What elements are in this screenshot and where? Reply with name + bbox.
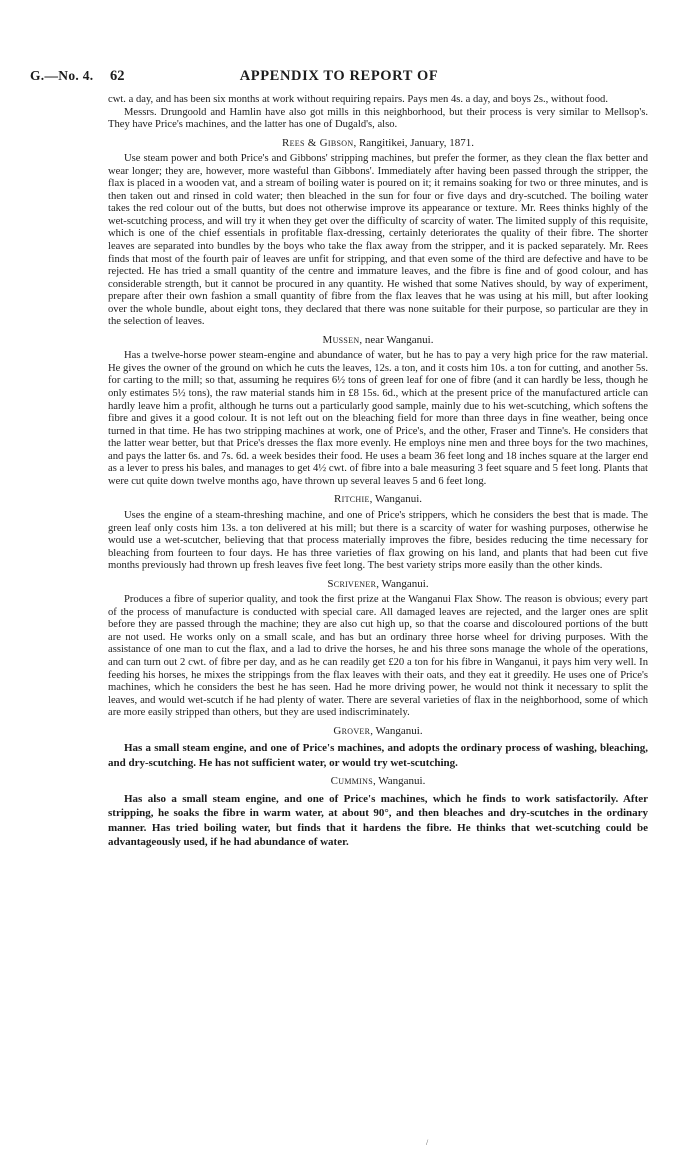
- section-heading: [108, 334, 648, 347]
- section-paragraph: Has a small steam engine, and one of Price's machines, and adopts the ordinary process of washing, bleaching, and dry-scutching. He has not sufficient water, or would try wet-scutching.: [108, 742, 648, 769]
- section-paragraph: Use steam power and both Price's and Gibbons' stripping machines, but prefer the former, as they clean the flax better and wear longer; they are, however, more wasteful than Gibbons'. Immediately after having been passed through the stripper, the flax is placed in a wooden vat, and a stream of boiling water is poured on it; it remains soaking for two or three minutes, and is then taken out and rinsed in cold water; then bleached in the sun for four or five days and dry-scutched. The boiling water takes the red colour out of the butts, but does not otherwise improve its appearance or texture. Mr. Rees thinks highly of the wet-scutching process, and will try it when they get over the difficulty of scarcity of water. The limited supply of this requisite, which is one of the chief essentials in profitable flax-dressing, certainly deteriorates the quality of their fibre. The shorter leaves are separated into bundles by the boys who take the flax away from the stripper, and it is packed separately. Mr. Rees finds that most of the fourth pair of leaves are unfit for stripping, and that even some of the third are defective and have to be rejected. He has tried a small quantity of the centre and immature leaves, and the fibre is fine and of good colour, and has considerable strength, but it cannot be procured in any quantity. He wished that some Natives should, by way of experiment, prepare after their own fashion a small quantity of fibre from the flax leaves that he was using at his mill, but after looking over the whole bundle, about eight tons, they declared that there was none suitable for their purpose, so particular are they in the selection of leaves.: [108, 153, 648, 328]
- section-name: Rees & Gibson: [281, 136, 354, 149]
- page-header: [30, 68, 648, 88]
- section-name: Scrivener: [327, 577, 377, 590]
- section-place: , Wanganui.: [372, 775, 426, 788]
- intro-paragraph: cwt. a day, and has been six months at work without requiring repairs. Pays men 4s. a day, and boys 2s., without food.: [108, 94, 608, 105]
- section-name: Ritchie: [333, 493, 370, 506]
- section-place: , Wanganui.: [370, 724, 423, 737]
- section-heading: [108, 137, 648, 150]
- section-paragraph: Has also a small steam engine, and one of Price's machines, which he finds to work satisfactorily. After stripping, he soaks the fibre in warm water, at about 90°, and then bleaches and dry-scutches in the ordinary manner. Has tried boiling water, but finds that it hardens the fibre. He thinks that wet-scutching could be advantageously used, if he had abundance of water.: [108, 792, 648, 849]
- intro-paragraph: Messrs. Drungoold and Hamlin have also got mills in this neighborhood, but their process is very similar to Mellsop's. They have Price's machines, and the latter has one of Dugald's, also.: [108, 106, 648, 131]
- page-number: 62: [110, 68, 125, 84]
- section-paragraph: Produces a fibre of superior quality, and took the first prize at the Wanganui Flax Show. The reason is obvious; every part of the process of manufacture is conducted with special care. All damaged leaves are rejected, and the larger ones are split before they are passed through the machine; they are also cut high up, so that the coarse and discoloured portions of the butt are not used. He works only on a small scale, and has but an ordinary three horse wheel for driving purposes. With the assistance of one man to cut the flax, and a lad to drive the horses, he and his three sons manage the whole of the operations, and can turn out 2 cwt. of fibre per day, and as he can readily get £20 a ton for his fibre in Wanganui, it pays him very well. In feeding his horses, he mixes the strippings from the flax leaves with their oats, and they eat it greedily. He uses one of Price's machines, which he considers the best he has seen. Had he more driving power, he would not think it necessary to split the leaves, and would wet-scutch if he had plenty of water. There are several varieties of flax in the neighborhood, some of which are more easily stripped than others, but they are used indiscriminately.: [108, 594, 648, 719]
- footer-mark: /: [426, 1138, 429, 1147]
- section-name: Mussen: [322, 333, 360, 346]
- section-place: , near Wanganui.: [359, 333, 434, 346]
- section-place: , Wanganui.: [369, 493, 423, 506]
- section-heading: [108, 775, 648, 788]
- section-heading: [108, 578, 648, 591]
- body-text: [108, 94, 648, 850]
- section-heading: [108, 725, 648, 738]
- section-place: , Wanganui.: [376, 577, 429, 590]
- section-place: , Rangitikei, January, 1871.: [353, 136, 475, 149]
- section-paragraph: Has a twelve-horse power steam-engine and abundance of water, but he has to pay a very high price for the raw material. He gives the owner of the ground on which he cuts the leaves, 12s. a ton, and it costs him 10s. a ton for cutting, and another 5s. for carting to the mill; so that, assuming he requires 6½ tons of green leaf for one of fibre (and it can hardly be less, though he only estimates 5½ tons), the raw material stands him in £8 15s. 6d., which at the present price of the manufactured article can hardly leave him a profit, although he turns out a particularly good sample, mainly due to his wet-scutching, which softens the fibre and gives it a good colour. It is not left out on the bleaching field for more than three days in fine weather, being once turned in that time. He has two stripping machines at work, one of Price's, and the other, Fraser and Tinne's. He considers that the latter wear better, but that Price's dresses the flax more evenly. He employs nine men and three boys for the two machines, and pays the latter 6s. and 7s. 6d. a week besides their food. He uses a beam 36 feet long and 18 inches square at the larger end as a lever to press his bales, and manages to get 4½ cwt. of fibre into a bale measuring 3 feet square and 5 feet long. Plants that were cut quite down twelve months ago, have thrown up several leaves 5 and 6 feet long.: [108, 350, 648, 487]
- section-paragraph: Uses the engine of a steam-threshing machine, and one of Price's strippers, which he considers the best that is made. The green leaf only costs him 13s. a ton delivered at his mill; but there is a scarcity of water for washing purposes, otherwise he would use a wet-scutcher, believing that that process materially improves the fibre, besides reducing the time necessary for bleaching from fourteen to four days. He has three varieties of flax growing on his land, and plants that had been cut five months previously had thrown up fresh leaves five feet long. The best variety strips more easily than the other kinds.: [108, 509, 648, 572]
- page-title: APPENDIX TO REPORT OF: [239, 68, 439, 84]
- section-name: Cummins: [330, 775, 373, 788]
- document-reference: G.—No. 4.: [30, 68, 94, 83]
- section-heading: [108, 493, 648, 506]
- section-name: Grover: [333, 724, 371, 737]
